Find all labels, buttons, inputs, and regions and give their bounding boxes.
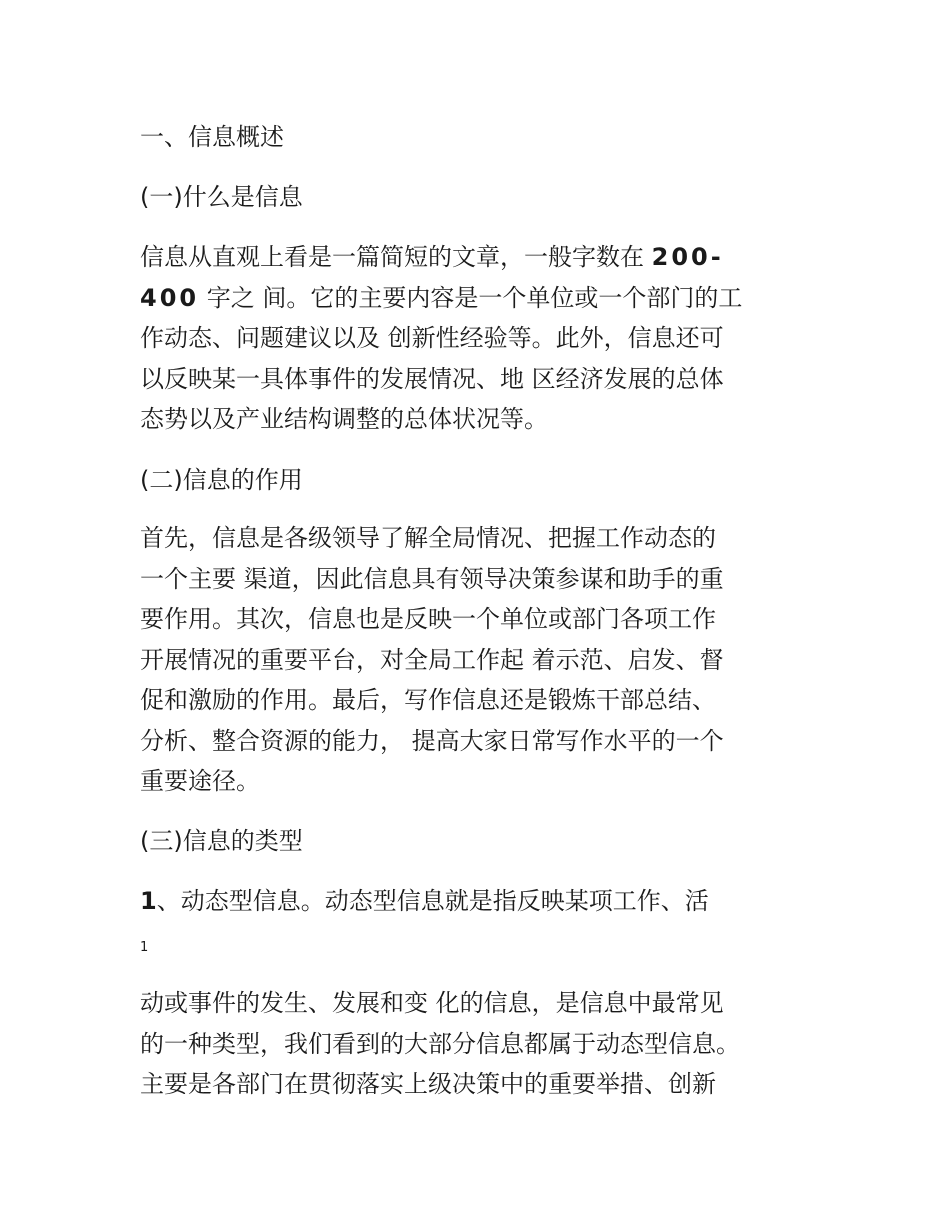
- main-heading: 一、信息概述: [140, 123, 284, 151]
- section-3-item-1: 1、动态型信息。动态型信息就是指反映某项工作、活: [140, 887, 709, 915]
- section-3-title: (三)信息的类型: [140, 827, 303, 855]
- paragraph-line: 以反映某一具体事件的发展情况、地 区经济发展的总体: [140, 364, 724, 393]
- paragraph-line: 态势以及产业结构调整的总体状况等。: [140, 405, 548, 433]
- section-1-title: (一)什么是信息: [140, 183, 303, 211]
- paragraph-line: 主要是各部门在贯彻落实上级决策中的重要举措、创新: [140, 1070, 716, 1098]
- paragraph-line: 的一种类型，我们看到的大部分信息都属于动态型信息。: [140, 1029, 740, 1058]
- paragraph-line: 分析、整合资源的能力， 提高大家日常写作水平的一个: [140, 726, 724, 755]
- paragraph-line: 信息从直观上看是一篇简短的文章，一般字数在 200-: [140, 243, 724, 271]
- continued-paragraph: [140, 983, 820, 1105]
- paragraph-line: 400 字之 间。它的主要内容是一个单位或一个部门的工: [140, 283, 743, 312]
- page-number: 1: [140, 940, 149, 955]
- section-2-paragraph: [140, 518, 820, 802]
- section-1-paragraph: [140, 237, 820, 440]
- paragraph-line: 促和激励的作用。最后，写作信息还是锻炼干部总结、: [140, 686, 716, 714]
- paragraph-line: 开展情况的重要平台，对全局工作起 着示范、启发、督: [140, 645, 724, 674]
- paragraph-line: 动或事件的发生、发展和变 化的信息，是信息中最常见: [140, 989, 724, 1017]
- paragraph-line: 作动态、问题建议以及 创新性经验等。此外，信息还可: [140, 324, 724, 352]
- paragraph-line: 要作用。其次，信息也是反映一个单位或部门各项工作: [140, 605, 716, 633]
- section-2-title: (二)信息的作用: [140, 466, 303, 494]
- paragraph-line: 首先，信息是各级领导了解全局情况、把握工作动态的: [140, 524, 716, 552]
- paragraph-line: 一个主要 渠道，因此信息具有领导决策参谋和助手的重: [140, 564, 724, 593]
- paragraph-line: 重要途径。: [140, 767, 260, 795]
